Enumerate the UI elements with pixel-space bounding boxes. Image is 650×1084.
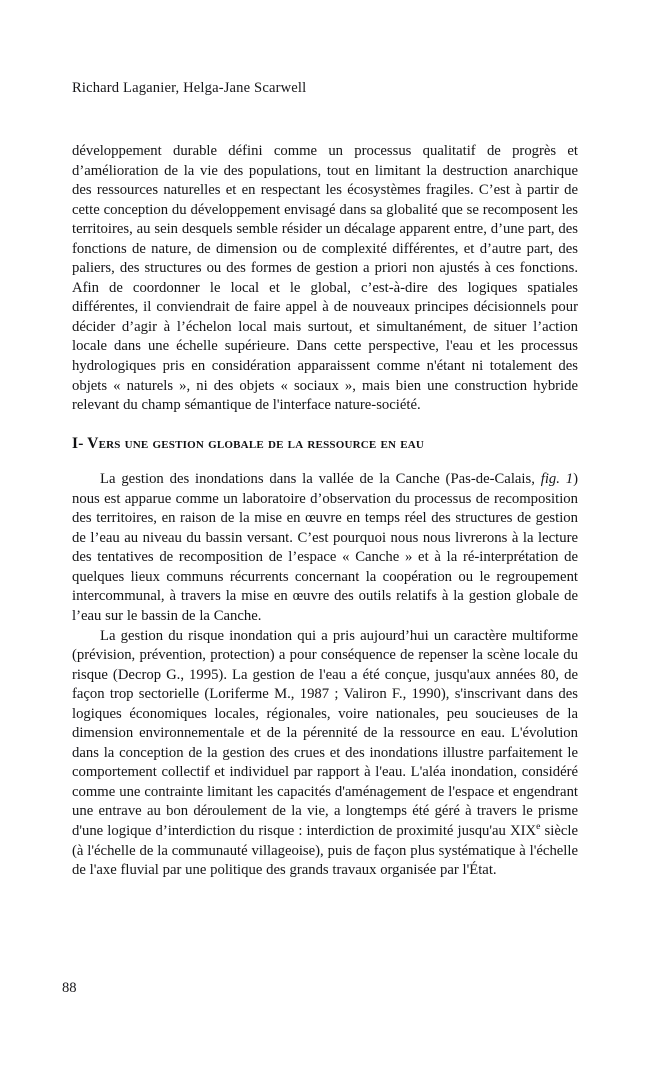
paragraph-continuation: développement durable défini comme un processus qualitatif de progrès et d’amélioration de la vie des populations, tout en limitant la destruction anarchique des ressources naturelles et en respectant les écosystèmes fragiles. C’est à partir de cette conception du développement envisagé dans sa globalité que se recomposent les territoires, au sein desquels semble résider un décalage apparent entre, d’une part, des fonctions de nature, de dimension ou de complexité différentes, et d’autre part, des paliers, des structures ou des formes de gestion a priori non ajustés à ces fonctions. Afin de coordonner le local et le global, c’est-à-dire des logiques spatiales différentes, il conviendrait de faire appel à de nouveaux principes décisionnels pour décider d’agir à l’échelon local mais surtout, et simultanément, de situer l’action locale dans une échelle supérieure. Dans cette perspective, l'eau et les processus hydrologiques pris en considération apparaissent comme n'étant ni totalement des objets « naturels », ni des objets « sociaux », mais bien une construction hybride relevant du champ sémantique de l'interface nature-société. bbox=[72, 143, 578, 414]
ordinal-superscript: e bbox=[536, 821, 541, 833]
paragraph-text-segment: La gestion du risque inondation qui a pris aujourd’hui un caractère multiforme (prévision, prévention, protection) a pour conséquence de repenser la scène locale du risque (Decrop G., 1995). La gestion de l'eau a été conçue, jusqu'aux années 80, de façon trop sectorielle (Loriferme M., 1987 ; Valiron F., 1990), s'inscrivant dans des logiques économiques locales, régionales, voire nationales, peu soucieuses de la dimension environnementale et de la pérennité de la ressource en eau. L'évolution dans la conception de la gestion des crues et des inondations illustre parfaitement le comportement collectif et individuel par rapport à l'eau. L'aléa inondation, considéré comme une contrainte limitant les capacités d'aménagement de l'espace et engendrant une entrave au bon déroulement de la vie, a longtemps été géré à travers le prisme d'une logique d’interdiction du risque : interdiction de proximité jusqu'au XIX bbox=[72, 627, 578, 839]
spacer-after-heading bbox=[72, 453, 578, 470]
running-head-authors: Richard Laganier, Helga-Jane Scarwell bbox=[72, 80, 307, 96]
figure-reference: fig. 1 bbox=[540, 471, 574, 488]
paragraph-risk-management bbox=[72, 627, 578, 881]
paragraph-text-segment: La gestion des inondations dans la vallée de la Canche (Pas-de-Calais, bbox=[100, 471, 541, 488]
paragraph-text-segment: ) nous est apparue comme un laboratoire d’observation du processus de recomposition des territoires, en raison de la mise en œuvre en temps réel des structures de gestion de l’eau au niveau du bassin versant. C’est pourquoi nous nous livrerons à la lecture des tentatives de recomposition de l’espace « Canche » et à la ré-interprétation de quelques lieux communs récurrents concernant la coopération ou le regroupement intercommunal, à travers la mise en œuvre des outils relatifs à la gestion globale de l’eau sur le bassin de la Canche. bbox=[72, 471, 579, 624]
main-text-column bbox=[72, 142, 578, 881]
paragraph-text-segment: siècle (à l'échelle de la communauté villageoise), puis de façon plus systématique à l'échelle de l'axe fluvial par une politique des grands travaux organisée par l'État. bbox=[72, 823, 578, 879]
paragraph-canche-case-study bbox=[72, 470, 578, 626]
spacer-before-heading bbox=[72, 416, 578, 434]
section-heading-1: I- Vers une gestion globale de la ressource en eau bbox=[72, 434, 425, 452]
page-number: 88 bbox=[62, 980, 77, 996]
